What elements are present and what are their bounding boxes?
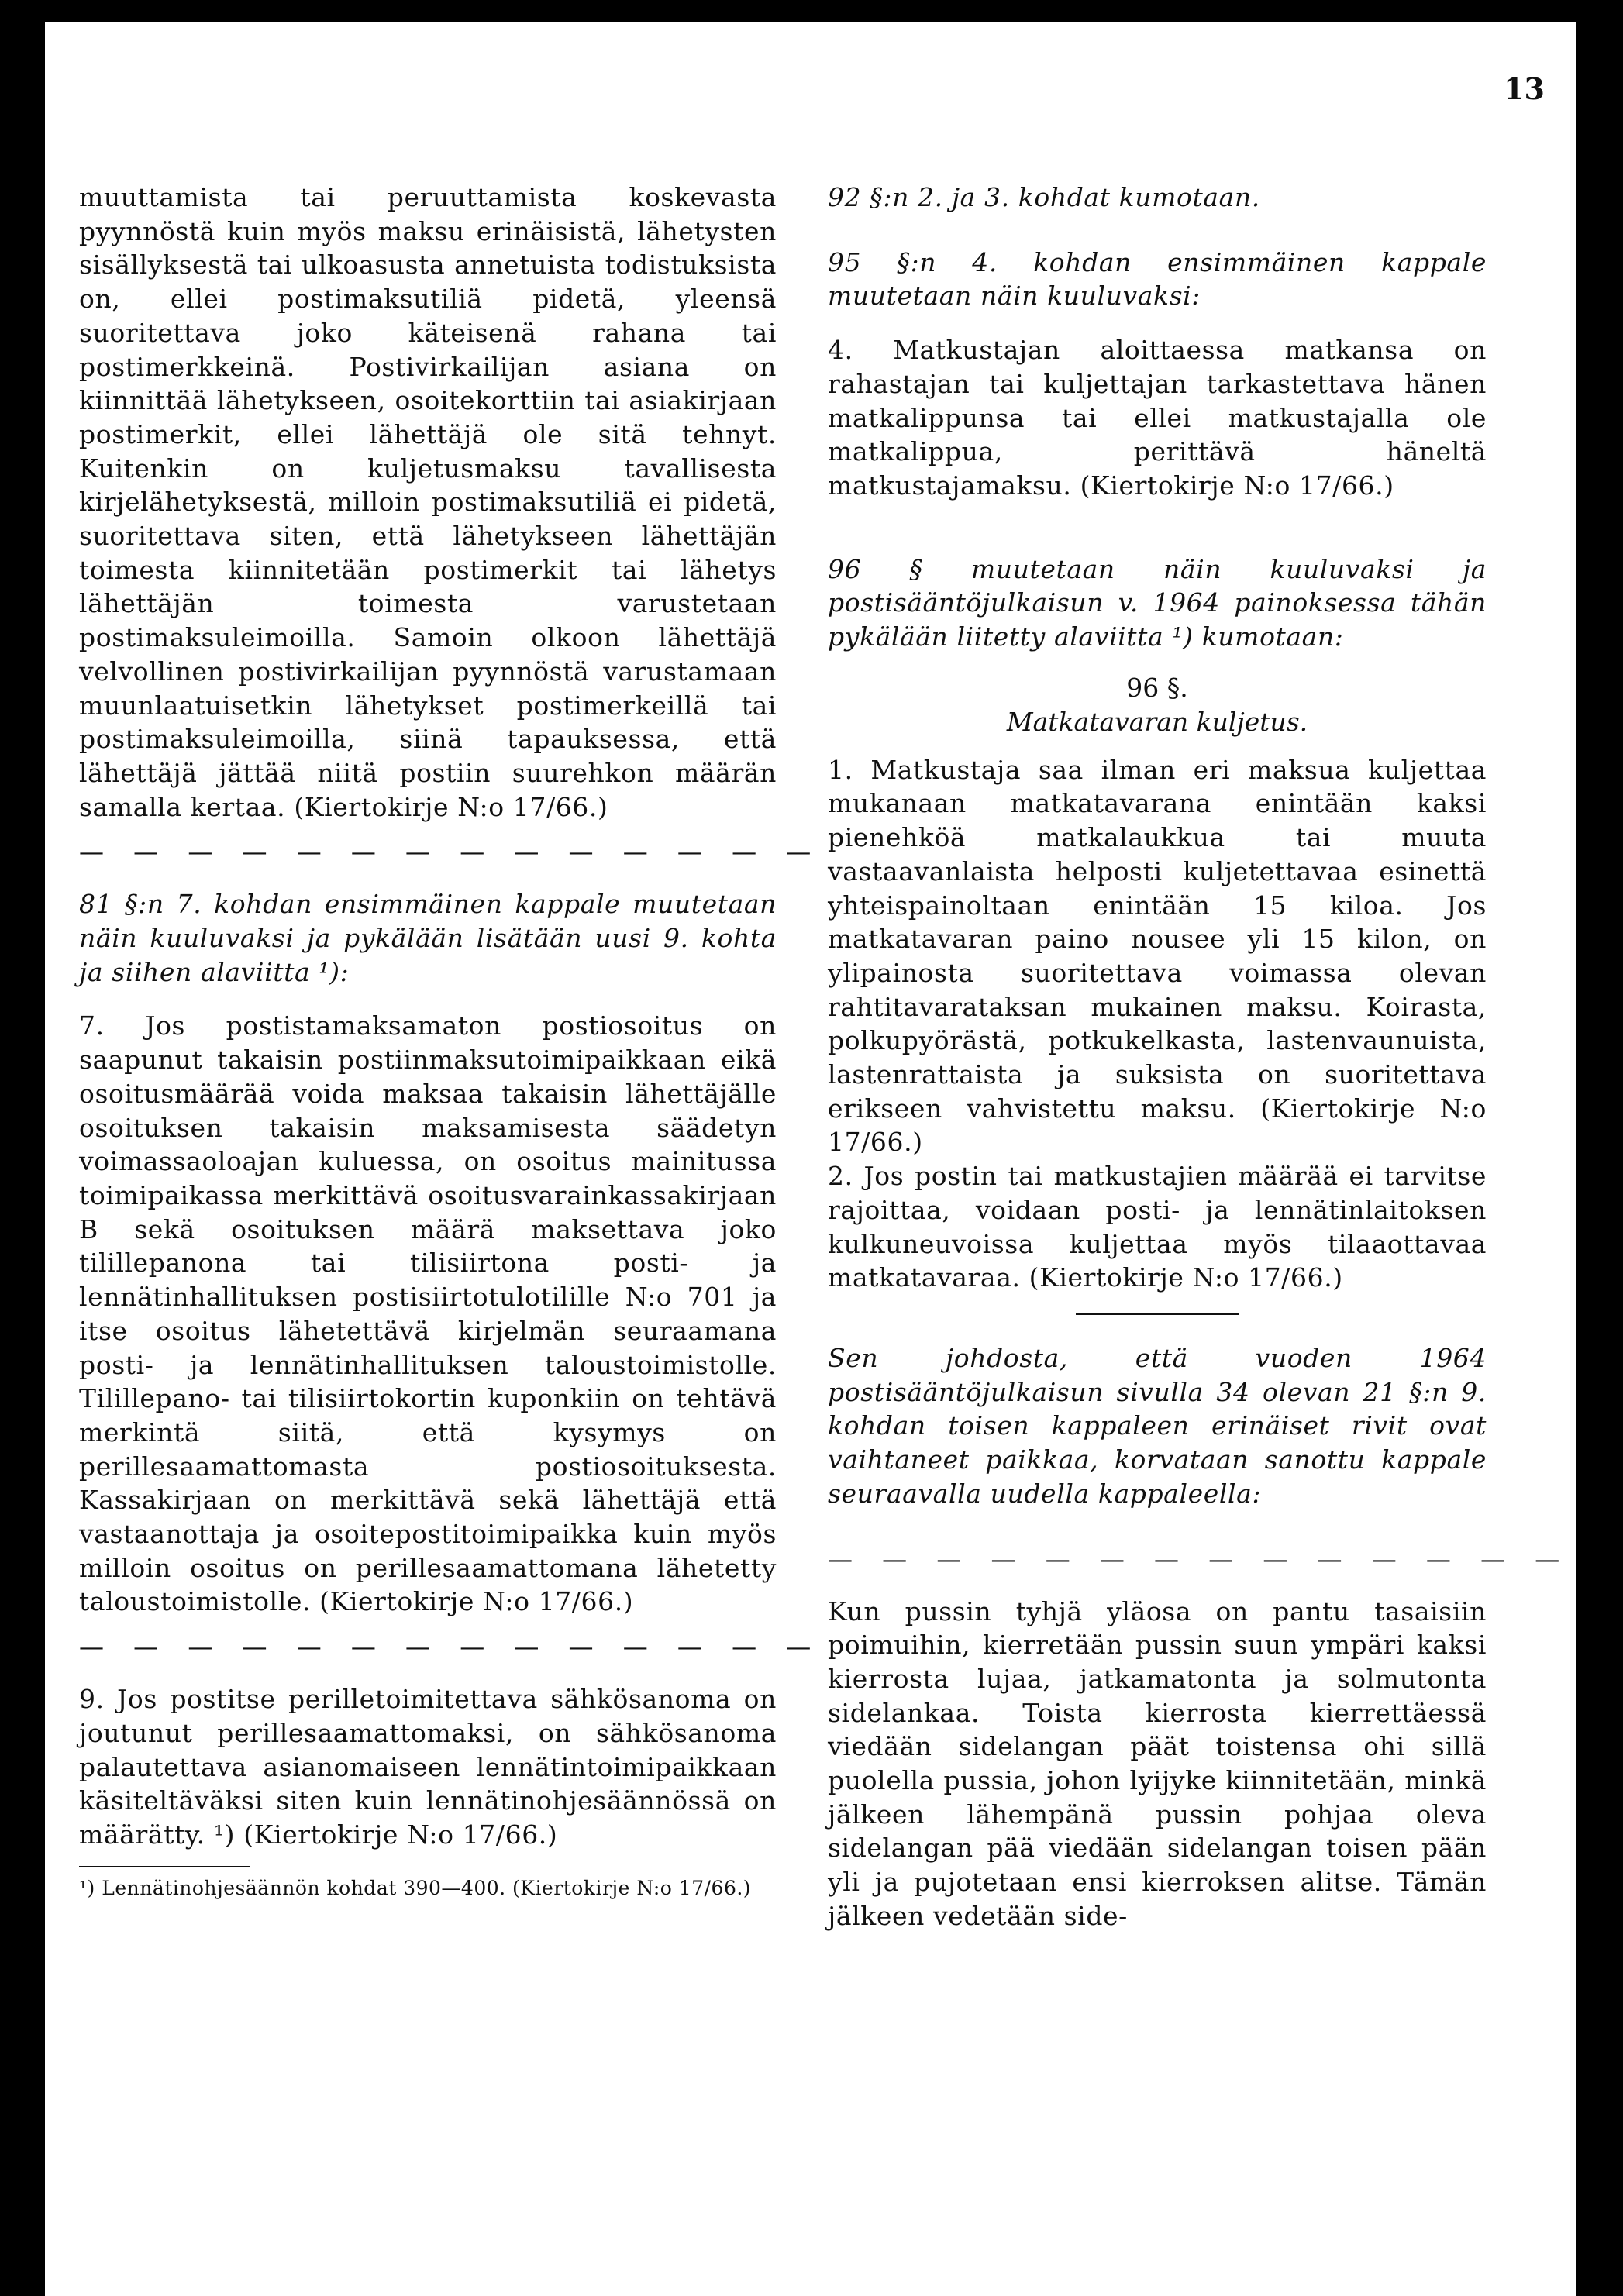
footnote: ¹) Lennätinohjesäännön kohdat 390—400. (Kiertokirje N:o 17/66.) (79, 1876, 752, 1899)
correction-note: Sen johdosta, että vuoden 1964 postisääntöjulkaisun sivulla 34 olevan 21 §:n 9. kohdan toisen kappaleen erinäiset rivit ovat vaihtaneet paikkaa, korvataan sanottu kappale seuraavalla uudella kappaleella: (828, 1342, 1487, 1509)
paragraph-2: 2. Jos postin tai matkustajien määrää ei tarvitse rajoittaa, voidaan posti- ja lennätinlaitoksen kulkuneuvoissa kuljettaa myös tilaaottavaa matkatavaraa. (Kiertokirje N:o 17/66.) (828, 1161, 1487, 1293)
paragraph-7: 7. Jos postistamaksamaton postiosoitus on saapunut takaisin postiinmaksutoimipaikkaan eikä osoitusmäärää voida maksaa takaisin lähettäjälle osoituksen takaisin maksamisesta säädetyn voimassaoloajan kuluessa, on osoitus mainitussa toimipaikassa merkittävä osoitusvarainkassakirjaan B sekä osoituksen määrä maksettava joko tilillepanona tai tilisiirtona posti- ja lennätinhallituksen postisiirtotulotilille N:o 701 ja itse osoitus lähetettävä kirjelmän seuraamana posti- ja lennätinhallituksen taloustoimistolle. Tilillepano- tai tilisiirtokortin kuponkiin on tehtävä merkintä siitä, että kysymys on perillesaamattomasta postiosoituksesta. Kassakirjaan on merkittävä sekä lähettäjä että vastaanottaja ja osoitepostitoimipaikka kuin myös milloin osoitus on perillesaamattomana lähetetty taloustoimistolle. (Kiertokirje N:o 17/66.) (79, 1010, 777, 1617)
omission-dashes: — — — — — — — — — — — — — — (828, 1544, 1571, 1574)
paragraph-1: 1. Matkustaja saa ilman eri maksua kuljettaa mukanaan matkatavarana enintään kaksi pienehköä matkalaukkua tai muuta vastaavanlaista helposti kuljetettavaa esinettä yhteispainoltaan enintään 15 kiloa. Jos matkatavaran paino nousee yli 15 kilon, on ylipainosta suoritettava voimassa olevan rahtitavarataksan mukainen maksu. Koirasta, polkupyörästä, potkukelkasta, lastenvaunuista, lastenrattaista ja suksista on suoritettava erikseen vahvistettu maksu. (Kiertokirje N:o 17/66.) (828, 754, 1487, 1158)
section-number: 96 §. (1126, 672, 1188, 703)
amendment-96: 96 § muutetaan näin kuuluvaksi ja postisääntöjulkaisun v. 1964 painoksessa tähän pykälään liitetty alaviitta ¹) kumotaan: (828, 553, 1487, 652)
left-column (79, 181, 822, 1901)
footnote-rule (79, 1866, 250, 1867)
paragraph-postimaksu: muuttamista tai peruuttamista koskevasta pyynnöstä kuin myös maksu erinäisistä, lähetysten sisällyksestä tai ulkoasusta annetuista todistuksista on, ellei postimaksutiliä pidetä, yleensä suoritettava joko käteisenä rahana tai postimerkkeinä. Postivirkailijan asiana on kiinnittää lähetykseen, osoitekorttiin tai asiakirjaan postimerkit, ellei lähettäjä ole sitä tehnyt. Kuitenkin on kuljetusmaksu tavallisesta kirjelähetyksestä, milloin postimaksutiliä ei pidetä, suoritettava siten, että lähetykseen lähettäjän toimesta kiinnitetään postimerkit tai lähetys lähettäjän toimesta varustetaan postimaksuleimoilla. Samoin olkoon lähettäjä velvollinen postivirkailijan pyynnöstä varustamaan muunlaatuisetkin lähetykset postimerkeillä tai postimaksuleimoilla, siinä tapauksessa, että lähettäjä jättää niitä postiin suurehkon määrän samalla kertaa. (Kiertokirje N:o 17/66.) (79, 182, 777, 822)
document-page (45, 22, 1576, 2296)
right-column (828, 181, 1571, 1933)
amendment-81: 81 §:n 7. kohdan ensimmäinen kappale muutetaan näin kuuluvaksi ja pykälään lisätään uusi 9. kohta ja siihen alaviitta ¹): (79, 889, 777, 987)
replacement-paragraph: Kun pussin tyhjä yläosa on pantu tasaisiin poimuihin, kierretään pussin suun ympäri kaksi kierrosta lujaa, jatkamatonta ja solmutonta sidelankaa. Toista kierrosta kierrettäessä viedään sidelangan päät toistensa ohi sillä puolella pussia, johon lyijyke kiinnitetään, minkä jälkeen lähempänä pussin pohjaa oleva sidelangan pää viedään sidelangan toisen pään yli ja pujotetaan ensi kierroksen alitse. Tämän jälkeen vedetään side- (828, 1595, 1487, 1931)
amendment-92: 92 §:n 2. ja 3. kohdat kumotaan. (828, 182, 1260, 212)
separator-rule (1076, 1313, 1239, 1315)
paragraph-9: 9. Jos postitse perilletoimitettava sähkösanoma on joutunut perillesaamattomaksi, on sähkösanoma palautettava asianomaiseen lennätintoimipaikkaan käsiteltäväksi siten kuin lennätinohjesäännössä on määrätty. ¹) (Kiertokirje N:o 17/66.) (79, 1684, 777, 1850)
page-number: 13 (1504, 71, 1545, 106)
amendment-95: 95 §:n 4. kohdan ensimmäinen kappale muutetaan näin kuuluvaksi: (828, 246, 1487, 312)
omission-dashes: — — — — — — — — — — — — — — (79, 837, 822, 867)
section-title: Matkatavaran kuljetus. (1006, 706, 1308, 737)
paragraph-4: 4. Matkustajan aloittaessa matkansa on rahastajan tai kuljettajan tarkastettava hänen matkalippunsa tai ellei matkustajalla ole matkalippua, perittävä häneltä matkustajamaksu. (Kiertokirje N:o 17/66.) (828, 335, 1487, 501)
omission-dashes: — — — — — — — — — — — — — — (79, 1632, 822, 1662)
